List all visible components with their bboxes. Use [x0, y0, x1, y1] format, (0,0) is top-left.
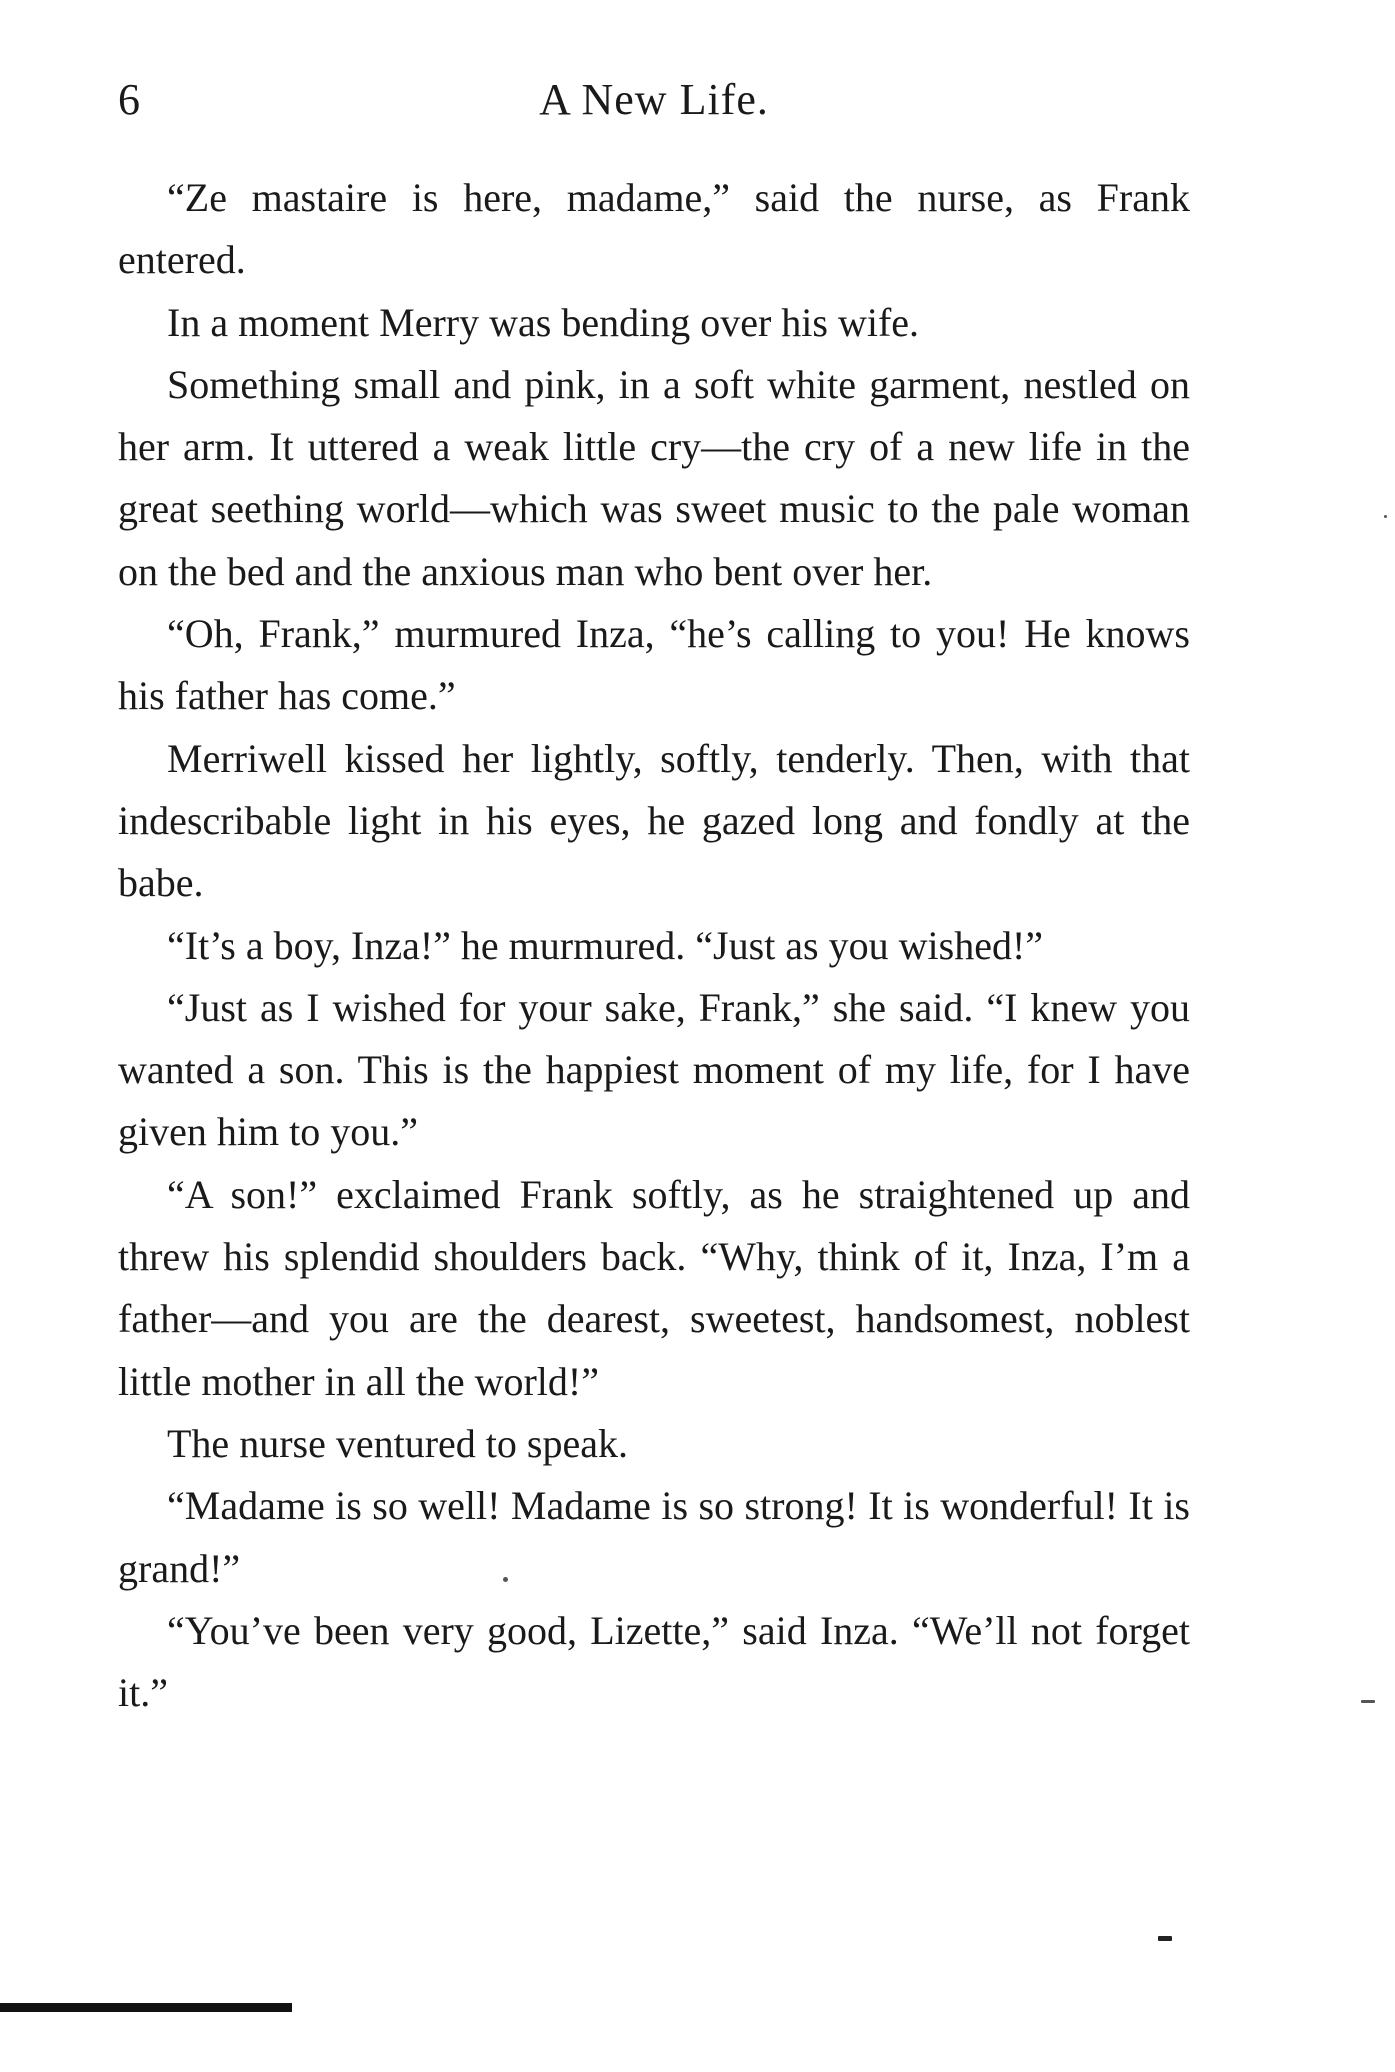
body-text — [118, 167, 1190, 1724]
page-header — [118, 70, 1190, 130]
paragraph: “Oh, Frank,” murmured Inza, “he’s calling to you! He knows his father has come.” — [118, 611, 1190, 719]
paragraph: “It’s a boy, Inza!” he murmured. “Just as you wished!” — [167, 922, 1044, 968]
paragraph: In a moment Merry was bending over his wife. — [167, 299, 920, 345]
scan-speck — [1384, 515, 1387, 518]
paragraph: “Ze mastaire is here, madame,” said the nurse, as Frank entered. — [118, 175, 1190, 283]
paragraph: “A son!” exclaimed Frank softly, as he straightened up and threw his splendid shoulders back. “Why, think of it, Inza, I’m a father—and you are the dearest, sweetest, handsomest, noblest little mother in all the world!” — [118, 1171, 1190, 1404]
scan-speck — [503, 1577, 508, 1582]
scan-speck — [1158, 1936, 1172, 1941]
running-title: A New Life. — [539, 75, 769, 124]
bottom-edge-rule — [0, 2003, 292, 2012]
paragraph: “Madame is so well! Madame is so strong! It is wonderful! It is grand!” — [118, 1483, 1190, 1591]
paragraph: Merriwell kissed her lightly, softly, tenderly. Then, with that indescribable light in his eyes, he gazed long and fondly at the babe. — [118, 735, 1190, 906]
paragraph: “Just as I wished for your sake, Frank,” she said. “I knew you wanted a son. This is the happiest moment of my life, for I have given him to you.” — [118, 984, 1190, 1155]
paragraph: The nurse ventured to speak. — [167, 1420, 628, 1466]
scan-speck — [1361, 1700, 1375, 1703]
page-number: 6 — [118, 75, 140, 124]
paragraph: “You’ve been very good, Lizette,” said Inza. “We’ll not forget it.” — [118, 1607, 1190, 1716]
paragraph: Something small and pink, in a soft white garment, nestled on her arm. It uttered a weak little cry—the cry of a new life in the great seething world—which was sweet music to the pale woman on the bed and the anxious man who bent over her. — [118, 361, 1190, 594]
